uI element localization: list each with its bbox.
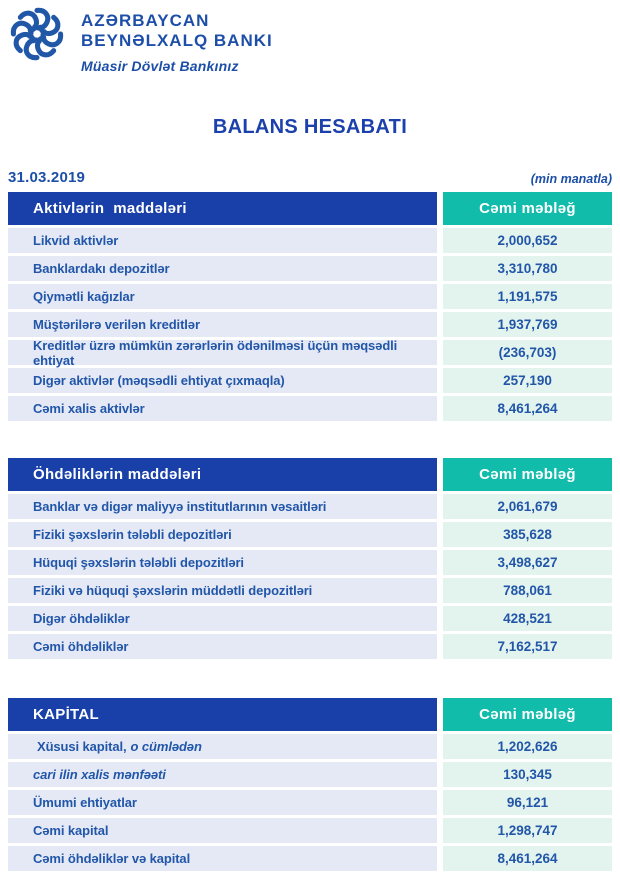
table-total-row: [8, 818, 612, 843]
unit-note: (min manatla): [530, 172, 612, 186]
table-row: [8, 550, 612, 575]
capital-table: [8, 698, 612, 874]
liabilities-table: [8, 458, 612, 662]
row-value: 7,162,517: [443, 634, 612, 659]
row-value: 130,345: [443, 762, 612, 787]
table-row: [8, 312, 612, 337]
row-value: 428,521: [443, 606, 612, 631]
row-value: 1,202,626: [443, 734, 612, 759]
bank-name-line2: BEYNƏLXALQ BANKI: [81, 31, 273, 51]
row-value: 8,461,264: [443, 846, 612, 871]
row-label: Digər aktivlər (məqsədli ehtiyat çıxmaqla): [8, 368, 437, 393]
column-header-amount: Cəmi məbləğ: [443, 458, 612, 491]
row-value: 1,298,747: [443, 818, 612, 843]
table-row: [8, 228, 612, 253]
liabilities-table-header: [8, 458, 612, 491]
row-label-prefix: Xüsusi kapital,: [37, 739, 127, 754]
row-label: Cəmi öhdəliklər və kapital: [8, 846, 437, 871]
row-value: 257,190: [443, 368, 612, 393]
row-value: 1,937,769: [443, 312, 612, 337]
row-value: 1,191,575: [443, 284, 612, 309]
bank-brand-header: [8, 4, 273, 74]
row-value: 96,121: [443, 790, 612, 815]
assets-table: [8, 192, 612, 424]
row-value: 3,498,627: [443, 550, 612, 575]
table-row: [8, 368, 612, 393]
row-value: (236,703): [443, 340, 612, 365]
table-total-row: [8, 396, 612, 421]
report-meta-row: [8, 164, 612, 186]
table-row: [8, 734, 612, 759]
row-label: Hüquqi şəxslərin tələbli depozitləri: [8, 550, 437, 575]
row-label: Fiziki şəxslərin tələbli depozitləri: [8, 522, 437, 547]
row-label: Qiymətli kağızlar: [8, 284, 437, 309]
row-value: 2,061,679: [443, 494, 612, 519]
capital-table-header: [8, 698, 612, 731]
row-label: Likvid aktivlər: [8, 228, 437, 253]
table-row: [8, 578, 612, 603]
column-header-items: Öhdəliklərin maddələri: [8, 458, 437, 491]
row-label: Banklar və digər maliyyə institutlarının vəsaitləri: [8, 494, 437, 519]
column-header-items: Aktivlərin maddələri: [8, 192, 437, 225]
row-label: Cəmi xalis aktivlər: [8, 396, 437, 421]
table-row: [8, 256, 612, 281]
bank-name-block: [81, 4, 273, 74]
column-header-amount: Cəmi məbləğ: [443, 192, 612, 225]
table-row: [8, 284, 612, 309]
row-value: 2,000,652: [443, 228, 612, 253]
bank-name-line1: AZƏRBAYCAN: [81, 11, 210, 30]
row-label: Banklardakı depozitlər: [8, 256, 437, 281]
assets-table-header: [8, 192, 612, 225]
row-label-italic: o cümlədən: [130, 739, 202, 754]
column-header-amount: Cəmi məbləğ: [443, 698, 612, 731]
table-row: [8, 790, 612, 815]
row-label: [8, 734, 437, 759]
row-value: 788,061: [443, 578, 612, 603]
row-value: 8,461,264: [443, 396, 612, 421]
table-row: [8, 606, 612, 631]
table-row: [8, 494, 612, 519]
bank-name: [81, 11, 273, 52]
row-label: Fiziki və hüquqi şəxslərin müddətli depozitləri: [8, 578, 437, 603]
page-title: BALANS HESABATI: [212, 116, 408, 138]
table-row: [8, 522, 612, 547]
row-label: Kreditlər üzrə mümkün zərərlərin ödənilməsi üçün məqsədli ehtiyat: [8, 340, 437, 365]
row-label: Cəmi kapital: [8, 818, 437, 843]
row-label: cari ilin xalis mənfəəti: [8, 762, 437, 787]
table-row: [8, 337, 612, 368]
column-header-items: KAPİTAL: [8, 698, 437, 731]
row-value: 3,310,780: [443, 256, 612, 281]
row-label: Cəmi öhdəliklər: [8, 634, 437, 659]
report-date: 31.03.2019: [8, 169, 86, 186]
table-total-row: [8, 634, 612, 659]
iba-knot-icon: [8, 4, 66, 64]
row-label: Müştərilərə verilən kreditlər: [8, 312, 437, 337]
table-total-row: [8, 846, 612, 871]
row-label: Digər öhdəliklər: [8, 606, 437, 631]
row-value: 385,628: [443, 522, 612, 547]
row-label: Ümumi ehtiyatlar: [8, 790, 437, 815]
table-row: [8, 762, 612, 787]
bank-tagline: Müasir Dövlət Bankınız: [81, 57, 239, 74]
